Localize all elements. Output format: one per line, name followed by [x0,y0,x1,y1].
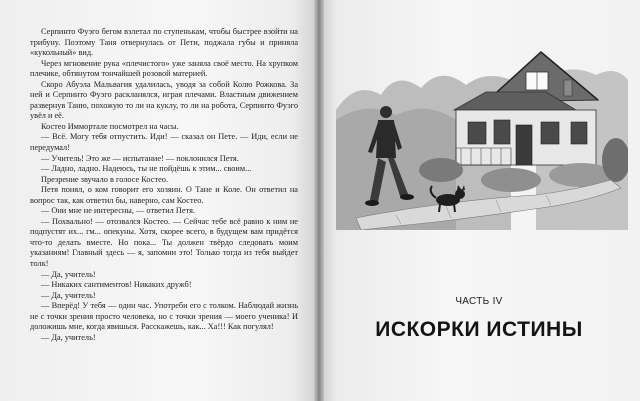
part-label: ЧАСТЬ IV [455,296,503,307]
paragraph: Костео Иммортале посмотрел на часы. [41,121,179,131]
paragraph: Скоро Абуэла Мальвагия удалилась, уводя за собой Колю Рожкова. За ней и Серпинто Фуэго раскланялся, играя плечами. Властным движением развернув Таню, похожую то ли на куклу, то ли на робота, Серпинто Фуэго увёл и её. [30,79,298,121]
cottage-illustration [336,40,628,230]
paragraph: — Никаких сантиментов! Никаких дружб! [41,280,192,290]
paragraph: — Да, учитель! [41,269,96,279]
left-page [0,0,318,401]
paragraph: — Они мне не интересны, — ответил Петя. [41,206,195,216]
paragraph: Презрение звучало в голосе Костео. [41,174,168,184]
paragraph: — Да, учитель! [41,290,96,300]
paragraph: — Вперёд! У тебя — один час. Употреби его с толком. Наблюдай жизнь не с точки зрения просто человека, но с точки зрения — моего ученика! И доложишь мне, когда явишься. Расскажешь, как... Ха!!! Как погулял! [30,301,298,332]
paragraph: — Да, учитель! [41,332,96,342]
paragraph: — Ладно, ладно. Надеюсь, ты не пойдёшь к этим... своим... [41,164,252,174]
paragraph: Петя понял, о ком говорит его хозяин. О Тане и Коле. Он ответил на вопрос так, как ответил бы, наверно, сам Костео. [30,185,298,205]
chapter-title: ИСКОРКИ ИСТИНЫ [375,318,583,341]
paragraph: Через мгновение рука «плечистого» уже заняла своё место. На хрупком плечике, обтянутом тончайшей розовой материей. [30,58,298,79]
paragraph: — Учитель! Это же — испытание! — поклонился Петя. [41,153,239,163]
paragraph: Серпинто Фуэго бегом взлетал по ступенькам, чтобы быстрее взойти на трибуну. Поэтому Таня отвернулась от Пети, поджала губы и приняла «кукольный» вид. [30,27,298,58]
paragraph: — Всё. Могу тебя отпустить. Иди! — сказал он Пете. — Иди, если не передумал! [30,132,298,153]
body-text [30,27,298,343]
paragraph: — Похвально! — отозвался Костео. — Сейчас тебе всё равно к ним не подпустят их... гм... опекуны. Хотя, скорее всего, в будущем вам придётся что-то делать вместе. Но пока... Ты должен твёрдо следовать моим указаниям! Главный здесь — я, запомни это! Только тогда из тебя выйдет толк! [30,216,298,269]
